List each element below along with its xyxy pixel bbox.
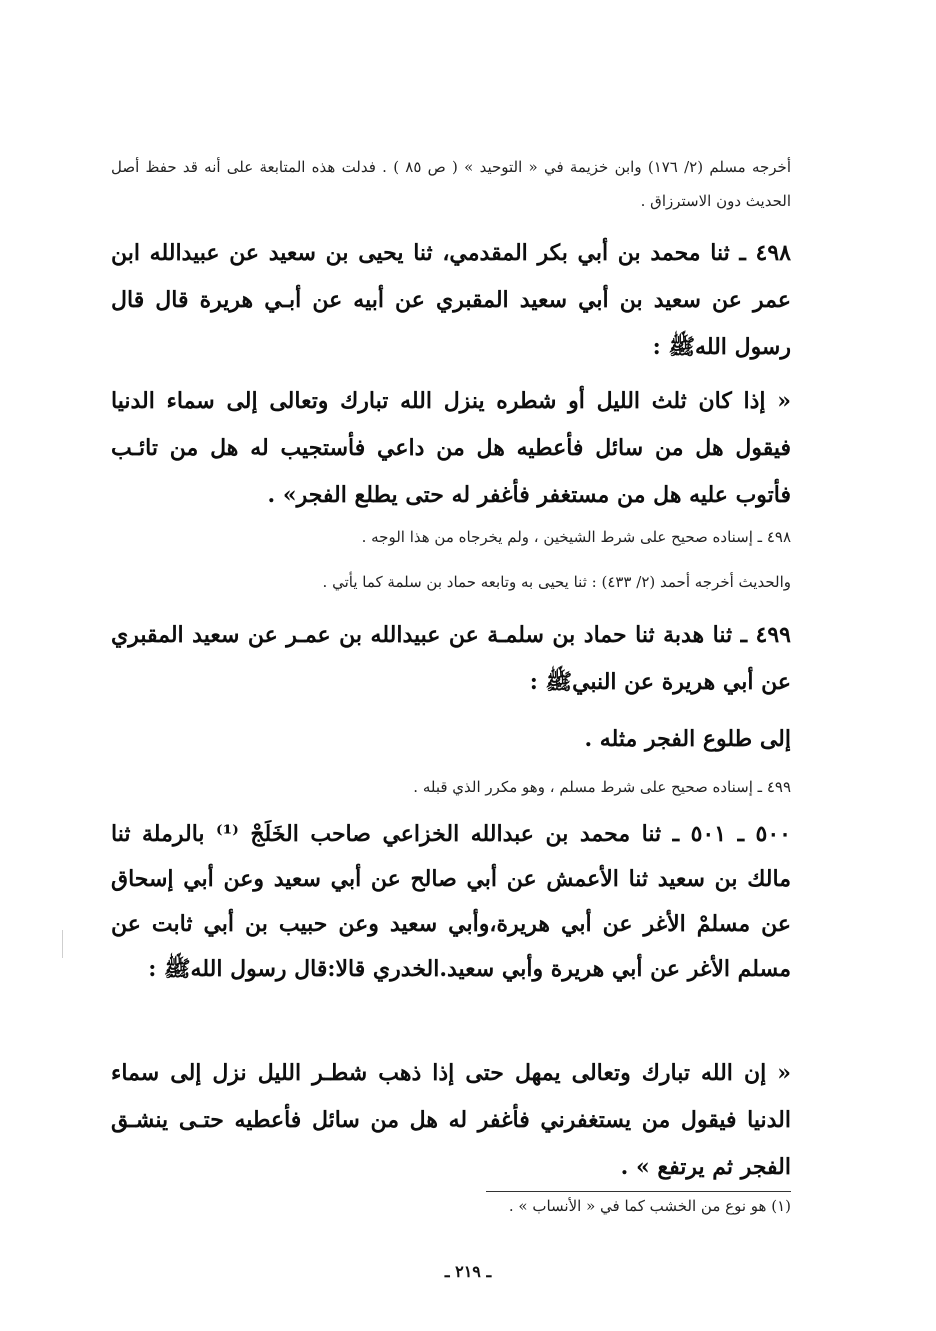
hadith-500-text: « إن الله تبارك وتعالى يمهل حتى إذا ذهب شطـر الليل نزل إلى سماء الدنيا فيقول من يستغفرني فأغفر له هل من سائل فأعطيه حتـى ينشـق الفجر ثم يرتفع » . — [111, 1060, 792, 1180]
footnote-divider — [486, 1191, 791, 1192]
page-number: ـ ٢١٩ ـ — [444, 1262, 492, 1281]
hadith-499-chain: ٤٩٩ ـ ثنا هدبة ثنا حماد بن سلمـة عن عبيدالله بن عمـر عن سعيد المقبري عن أبي هريرة عن النبيﷺ : — [111, 622, 791, 695]
hadith-498-text: « إذا كان ثلث الليل أو شطره ينزل الله تبارك وتعالى إلى سماء الدنيا فيقول هل من سائل فأعطيه هل من داعي فأستجيب له هل من تائـب فأتوب عليه هل من مستغفر فأغفر له حتى يطلع الفجر» . — [111, 388, 791, 508]
hadith-500-chain: ٥٠٠ ـ ٥٠١ ـ ثنا محمد بن عبدالله الخزاعي صاحب الخَلَجْ ⁽¹⁾ بالرملة ثنا مالك بن سعيد ثنا الأعمش عن أبي صالح عن أبي سعيد وعن أبي إسحاق عن مسلمْ الأغر عن أبي هريرة،وأبي سعيد وعن حبيب بن أبي ثابت عن مسلم الأغر عن أبي هريرة وأبي سعيد.الخدري قالا:قال رسول اللهﷺ : — [111, 821, 791, 982]
scan-artifact-line — [62, 930, 63, 958]
note-498-b: والحديث أخرجه أحمد (٢/ ٤٣٣) : ثنا يحيى به وتابعه حماد بن سلمة كما يأتي . — [322, 573, 791, 591]
footnote-1: (١) هو نوع من الخشب كما في « الأنساب » . — [508, 1197, 791, 1215]
hadith-498-chain: ٤٩٨ ـ ثنا محمد بن أبي بكر المقدمي، ثنا يحيى بن سعيد عن عبيدالله ابن عمر عن سعيد بن أبي سعيد المقبري عن أبيه عن أبـي هريرة قال قال رسول اللهﷺ : — [111, 240, 791, 360]
top-note: أخرجه مسلم (٢/ ١٧٦) وابن خزيمة في « التوحيد » ( ص ٨٥ ) . فدلت هذه المتابعة على أنه قد حفظ أصل الحديث دون الاسترزاق . — [111, 158, 791, 210]
note-498-a: ٤٩٨ ـ إسناده صحيح على شرط الشيخين ، ولم يخرجاه من هذا الوجه . — [361, 528, 791, 546]
note-499: ٤٩٩ ـ إسناده صحيح على شرط مسلم ، وهو مكرر الذي قبله . — [413, 778, 791, 796]
hadith-499-text: إلى طلوع الفجر مثله . — [584, 726, 791, 752]
